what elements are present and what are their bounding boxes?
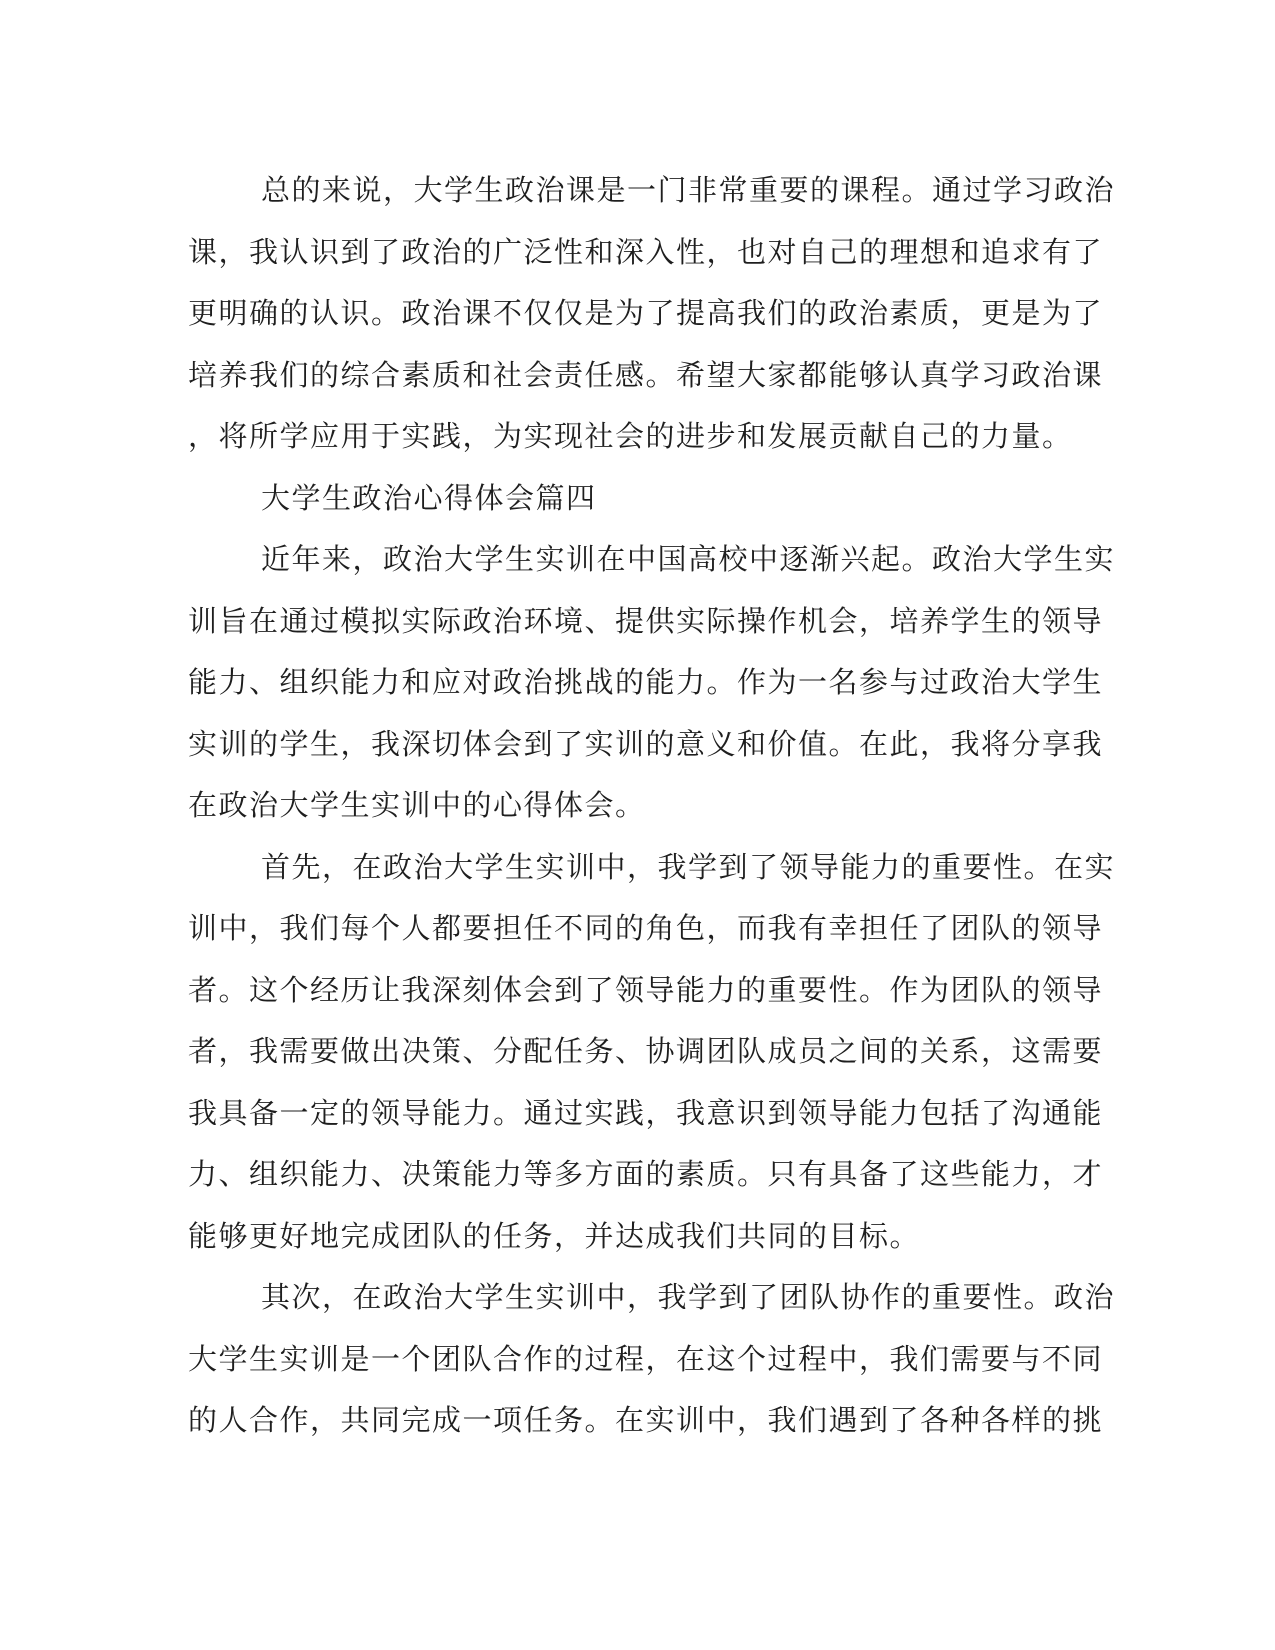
text-line: 培养我们的综合素质和社会责任感。希望大家都能够认真学习政治课	[188, 357, 1104, 392]
text-line: 力、组织能力、决策能力等多方面的素质。只有具备了这些能力，才	[188, 1157, 1104, 1191]
text-line: ，将所学应用于实践，为实现社会的进步和发展贡献自己的力量。	[188, 419, 1073, 453]
text-line: 训旨在通过模拟实际政治环境、提供实际操作机会，培养学生的领导	[188, 603, 1104, 638]
text-line: 课，我认识到了政治的广泛性和深入性，也对自己的理想和追求有了	[188, 234, 1104, 269]
text-line: 者。这个经历让我深刻体会到了领导能力的重要性。作为团队的领导	[188, 972, 1104, 1007]
text-line: 近年来，政治大学生实训在中国高校中逐渐兴起。政治大学生实	[261, 542, 1116, 576]
section-heading: 大学生政治心得体会篇四	[261, 480, 597, 515]
text-line: 在政治大学生实训中的心得体会。	[188, 788, 646, 822]
text-line: 实训的学生，我深切体会到了实训的意义和价值。在此，我将分享我	[188, 726, 1104, 761]
text-line: 更明确的认识。政治课不仅仅是为了提高我们的政治素质，更是为了	[188, 296, 1104, 330]
text-line: 能力、组织能力和应对政治挑战的能力。作为一名参与过政治大学生	[188, 665, 1104, 699]
text-line: 者，我需要做出决策、分配任务、协调团队成员之间的关系，这需要	[188, 1034, 1104, 1068]
text-line: 训中，我们每个人都要担任不同的角色，而我有幸担任了团队的领导	[188, 911, 1104, 945]
body-text	[188, 160, 1116, 1452]
text-line: 其次，在政治大学生实训中，我学到了团队协作的重要性。政治	[261, 1280, 1116, 1314]
text-line: 的人合作，共同完成一项任务。在实训中，我们遇到了各种各样的挑	[188, 1403, 1104, 1437]
text-line: 首先，在政治大学生实训中，我学到了领导能力的重要性。在实	[261, 849, 1116, 884]
text-line: 能够更好地完成团队的任务，并达成我们共同的目标。	[188, 1218, 921, 1253]
text-line: 总的来说，大学生政治课是一门非常重要的课程。通过学习政治	[261, 173, 1116, 207]
text-line: 我具备一定的领导能力。通过实践，我意识到领导能力包括了沟通能	[188, 1095, 1104, 1130]
text-line: 大学生实训是一个团队合作的过程，在这个过程中，我们需要与不同	[188, 1341, 1104, 1376]
